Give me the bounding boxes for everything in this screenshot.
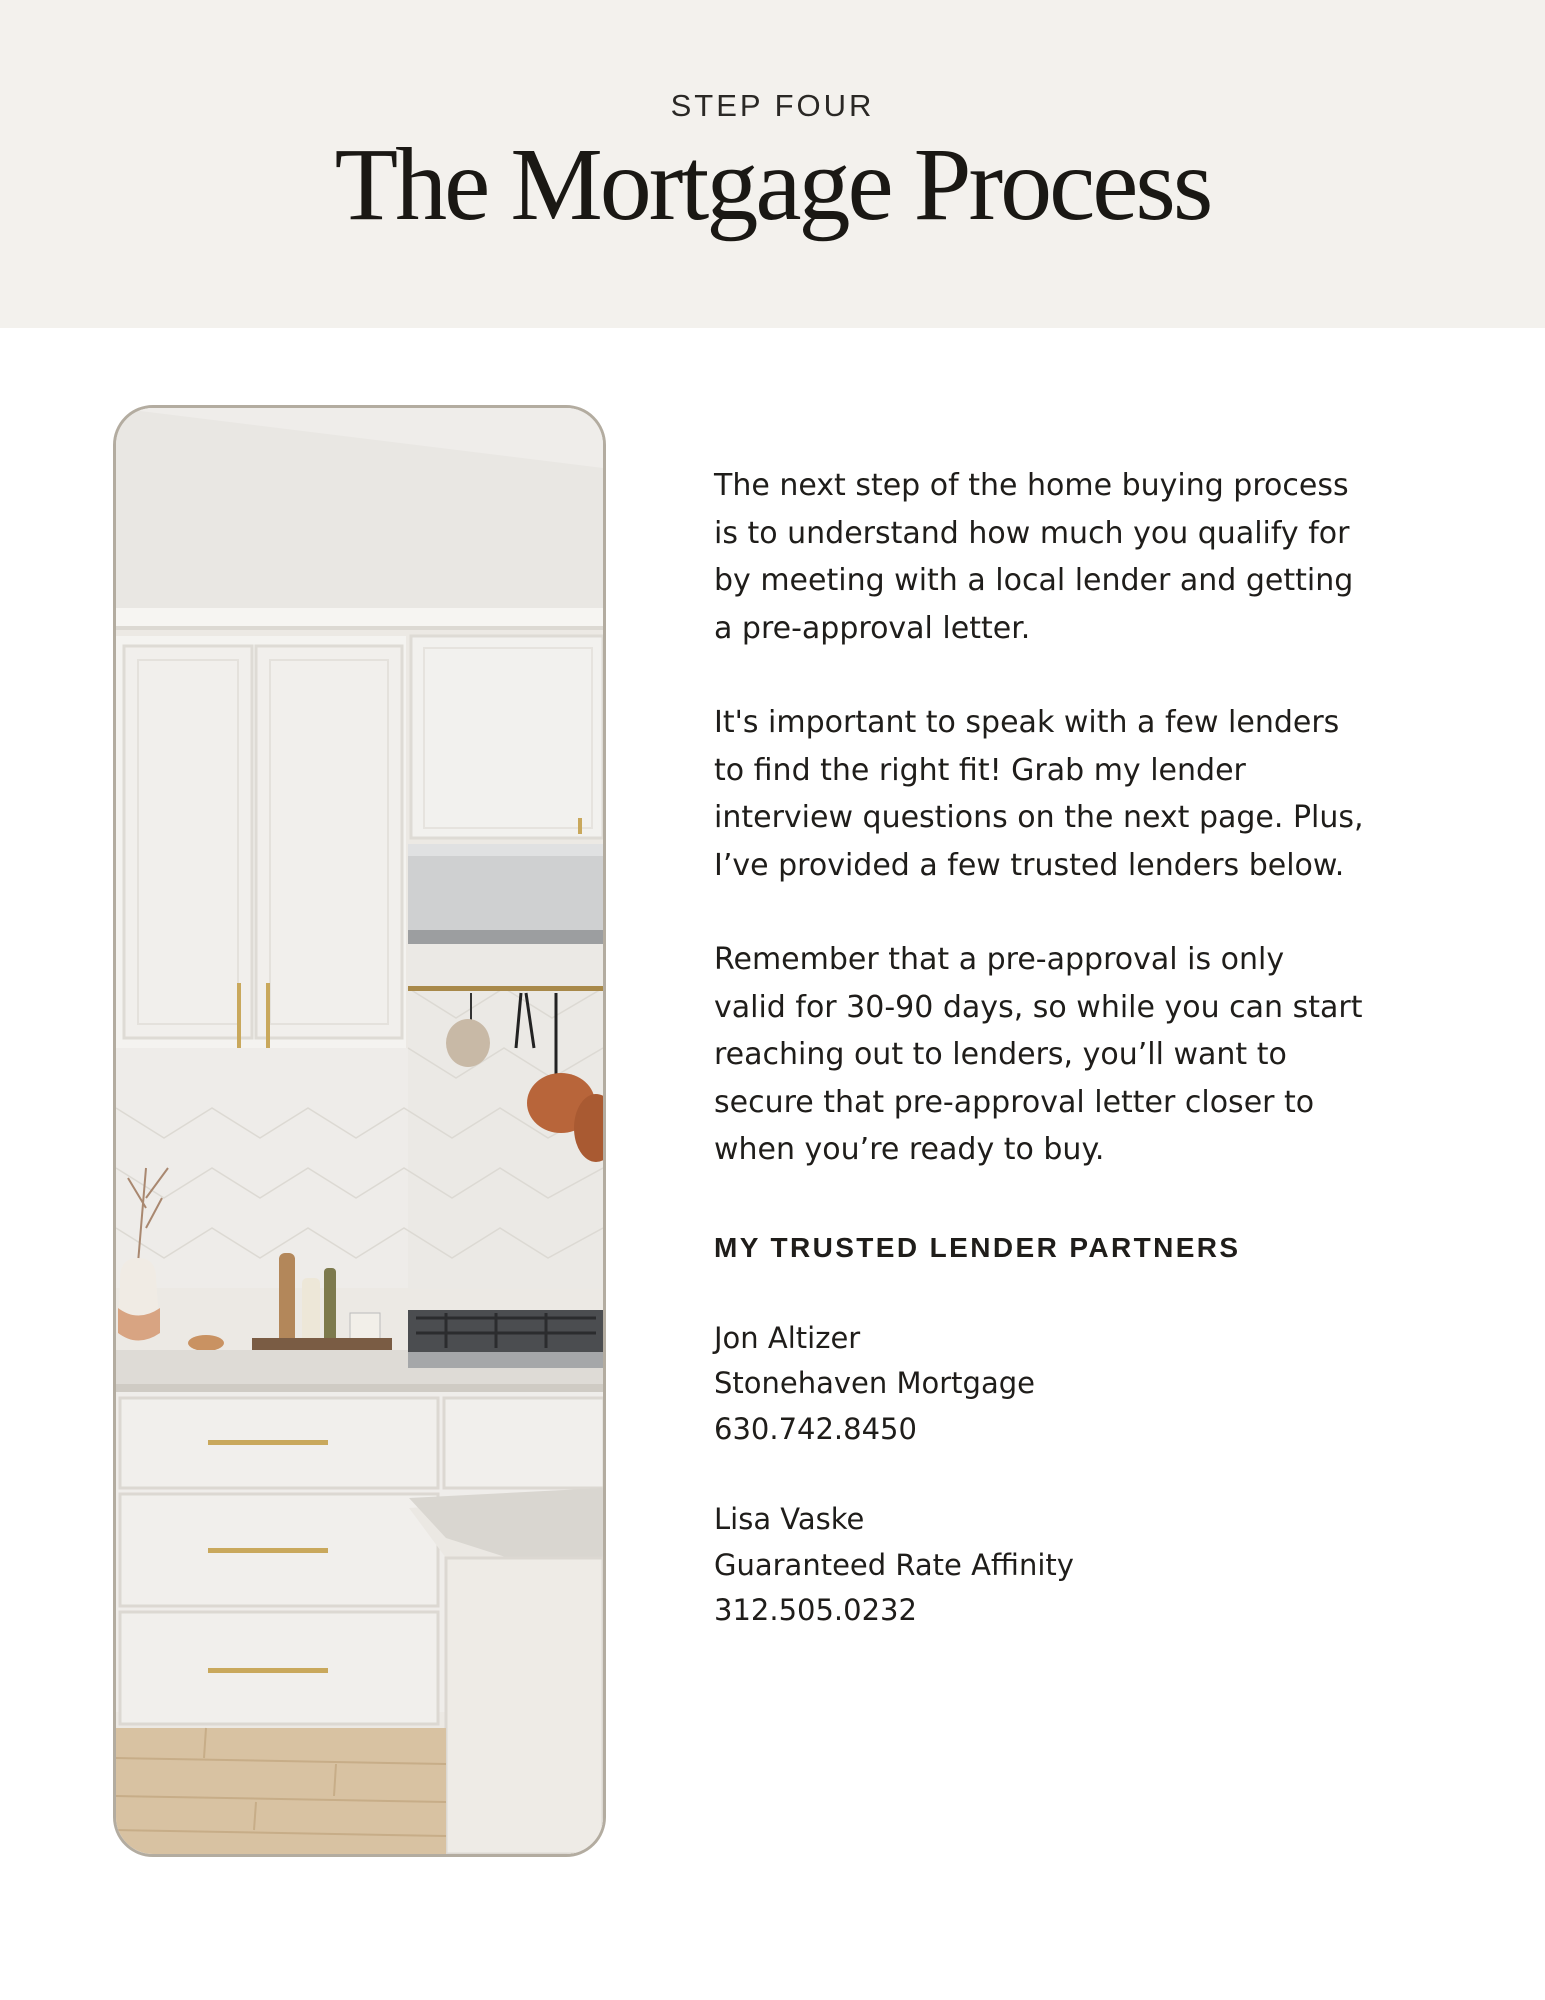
lender-phone[interactable]: 312.505.0232 <box>714 1593 917 1627</box>
lender-name: Lisa Vaske <box>714 1502 865 1536</box>
intro-paragraph: The next step of the home buying process is to understand how much you qualify for by meeting with a local lender and getting a pre-approval letter. <box>714 468 1354 646</box>
lender-card <box>714 1316 1414 1453</box>
lender-card <box>714 1497 1414 1634</box>
kitchen-photo <box>113 405 606 1857</box>
kitchen-illustration <box>116 408 603 1854</box>
main-content <box>714 462 1414 1679</box>
header-band <box>0 0 1545 328</box>
step-eyebrow: STEP FOUR <box>670 88 875 123</box>
lenders-heading: MY TRUSTED LENDER PARTNERS <box>714 1231 1241 1263</box>
lender-company: Stonehaven Mortgage <box>714 1366 1035 1400</box>
page-title: The Mortgage Process <box>334 127 1211 242</box>
lenders-paragraph: It's important to speak with a few lenders to find the right fit! Grab my lender interview questions on the next page. Plus, I’ve provided a few trusted lenders below. <box>714 705 1364 883</box>
preapproval-paragraph: Remember that a pre-approval is only valid for 30-90 days, so while you can start reaching out to lenders, you’ll want to secure that pre-approval letter closer to when you’re ready to buy. <box>714 942 1363 1167</box>
lender-name: Jon Altizer <box>714 1320 861 1355</box>
lender-company: Guaranteed Rate Affinity <box>714 1547 1074 1582</box>
lender-phone[interactable]: 630.742.8450 <box>714 1411 917 1446</box>
